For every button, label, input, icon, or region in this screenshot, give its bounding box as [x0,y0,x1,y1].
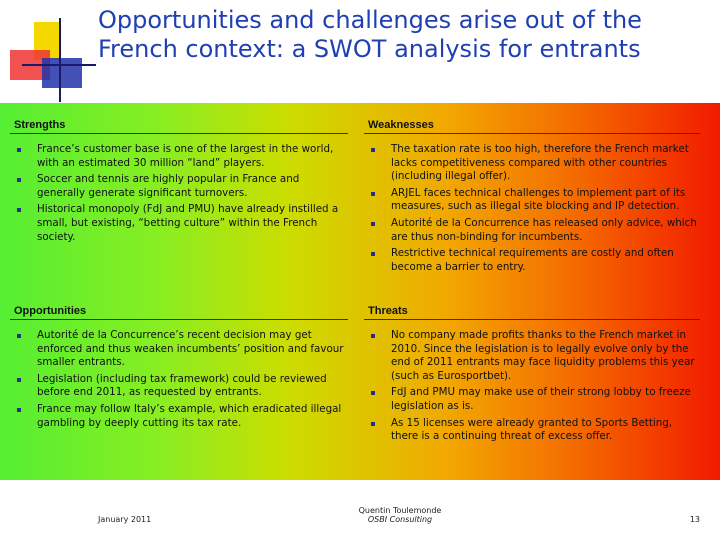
strengths-heading: Strengths [10,112,348,134]
list-item [368,247,700,274]
footer-author: Quentin Toulemonde [358,506,442,515]
list-item-text: FdJ and PMU may make use of their strong lobby to freeze legislation as is. [391,386,691,412]
list-item-text: France may follow Italy’s example, which eradicated illegal gambling by deeply cutting its tax rate. [37,402,342,429]
list-item [14,329,348,370]
list-item-text: The taxation rate is too high, therefore the French market lacks competitiveness compared with other countries (including illegal offer). [391,143,689,183]
list-item-text: Autorité de la Concurrence’s recent decision may get enforced and thus weaken incumbents’ position and favour smaller entrants. [37,329,344,369]
footer-company: OSBI Consulting [367,515,433,524]
bullet-icon [17,148,21,152]
list-item [14,143,348,170]
bullet-icon [371,148,375,152]
weaknesses-list [364,143,700,274]
list-item [368,386,700,413]
list-item [14,203,348,244]
list-item-text: ARJEL faces technical challenges to implement part of its measures, such as illegal site blocking and IP detection. [391,186,686,213]
opportunities-quadrant [10,298,348,433]
bullet-icon [17,408,21,412]
list-item [368,329,700,383]
strengths-quadrant [10,112,348,247]
list-item [368,417,700,444]
bullet-icon [371,391,375,395]
list-item-text: France’s customer base is one of the largest in the world, with an estimated 30 million “land” players. [37,143,334,169]
bullet-icon [371,222,375,226]
logo-horizontal-line [22,64,96,66]
list-item-text: As 15 licenses were already granted to Sports Betting, there is a continuing threat of excess offer. [391,416,673,443]
footer-date: January 2011 [98,515,152,524]
bullet-icon [371,252,375,256]
threats-quadrant [364,298,700,447]
slide-logo [0,0,100,100]
list-item [14,403,348,430]
list-item-text: Restrictive technical requirements are costly and often become a barrier to entry. [391,247,674,273]
opportunities-list [10,329,348,430]
list-item-text: No company made profits thanks to the French market in 2010. Since the legislation is to legally evolve only by the end of 2011 entrants may face liquidity problems this year (such as Eurosportbet). [391,329,695,382]
bullet-icon [17,378,21,382]
list-item-text: Historical monopoly (FdJ and PMU) have already instilled a small, but existing, “betting culture” within the French society. [37,203,339,243]
bullet-icon [371,192,375,196]
list-item-text: Legislation (including tax framework) could be reviewed before end 2011, as requested by entrants. [37,372,327,399]
weaknesses-quadrant [364,112,700,277]
opportunities-heading: Opportunities [10,298,348,320]
list-item [14,373,348,400]
weaknesses-heading: Weaknesses [364,112,700,134]
list-item [368,187,700,214]
strengths-list [10,143,348,244]
list-item [14,173,348,200]
list-item-text: Autorité de la Concurrence has released only advice, which are thus non-binding for incumbents. [391,216,697,243]
footer-page-number: 13 [689,515,700,524]
threats-list [364,329,700,444]
bullet-icon [17,178,21,182]
logo-blue-square [42,58,82,88]
list-item [368,217,700,244]
list-item-text: Soccer and tennis are highly popular in France and generally generate significant turnovers. [37,173,300,199]
list-item [368,143,700,184]
slide-title: Opportunities and challenges arise out of the French context: a SWOT analysis for entrants [98,6,642,63]
threats-heading: Threats [364,298,700,320]
bullet-icon [17,334,21,338]
bullet-icon [371,334,375,338]
logo-vertical-line [59,18,61,102]
bullet-icon [17,208,21,212]
bullet-icon [371,422,375,426]
